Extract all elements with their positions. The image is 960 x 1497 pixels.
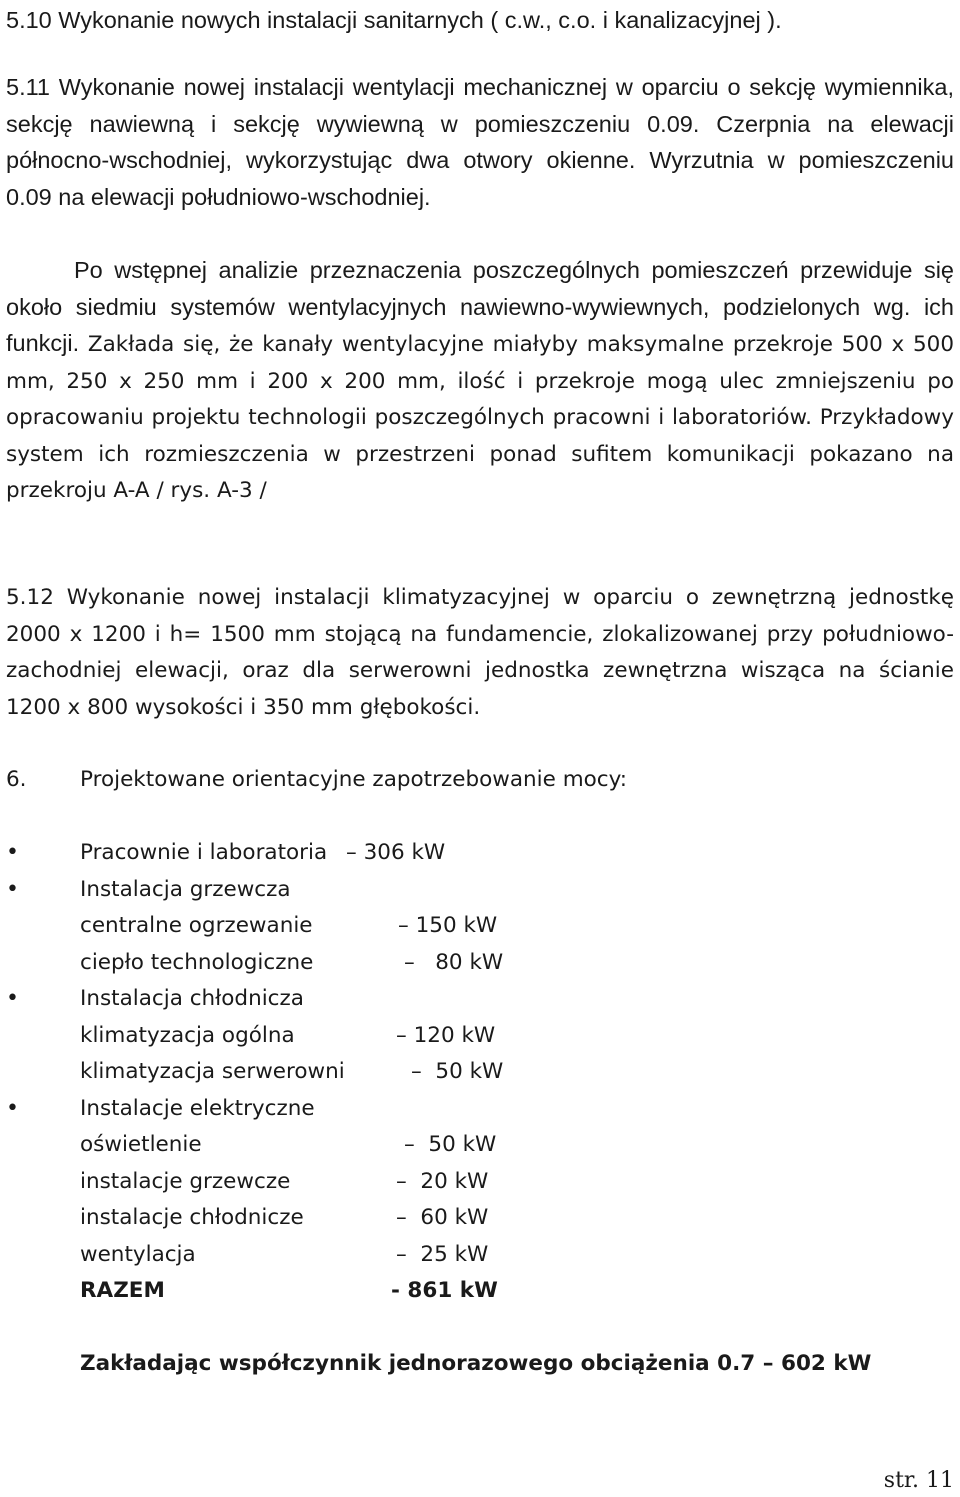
section-5-12: 5.12 Wykonanie nowej instalacji klimatyzacyjnej w oparciu o zewnętrzną jednostkę 2000 x 1200 i h= 1500 mm stojącą na fundamencie, zlokalizowanej przy południowo-zachodniej elewacji, oraz dla serwerowni jednostka zewnętrzna wisząca na ścianie 1200 x 800 wysokości i 350 mm głębokości.	[6, 585, 954, 720]
power-item-label: instalacje chłodnicze	[80, 1205, 304, 1230]
power-item-value: – 50 kW	[404, 1132, 497, 1157]
power-item-value: – 80 kW	[404, 949, 504, 975]
power-list-item	[6, 872, 954, 909]
power-list-item	[6, 1273, 954, 1310]
power-item-label: oświetlenie	[80, 1132, 202, 1157]
section-5-11-para2	[6, 252, 954, 510]
section-5-10: 5.10 Wykonanie nowych instalacji sanitarnych ( c.w., c.o. i kanalizacyjnej ).	[6, 7, 782, 33]
power-item-label: ciepło technologiczne	[80, 949, 314, 975]
power-list-item	[6, 1237, 954, 1274]
power-item-value: – 60 kW	[396, 1205, 489, 1230]
power-item-value: – 150 kW	[398, 913, 498, 938]
power-item-value: – 120 kW	[396, 1022, 496, 1048]
power-list-item	[6, 835, 954, 872]
power-item-value: - 861 kW	[391, 1278, 498, 1303]
power-item-label: klimatyzacja ogólna	[80, 1022, 295, 1048]
power-list-item	[6, 1127, 954, 1164]
power-item-value: – 25 kW	[396, 1241, 489, 1267]
section-6-title: Projektowane orientacyjne zapotrzebowanie mocy:	[80, 767, 628, 792]
bullet-icon: •	[6, 876, 19, 902]
load-factor-summary: Zakładając współczynnik jednorazowego obciążenia 0.7 – 602 kW	[80, 1351, 872, 1376]
power-list-item	[6, 1091, 954, 1128]
power-list-item	[6, 981, 954, 1018]
power-item-label: RAZEM	[80, 1278, 165, 1303]
power-item-label: instalacje grzewcze	[80, 1168, 291, 1194]
bullet-icon: •	[6, 1095, 19, 1121]
power-list-item	[6, 945, 954, 982]
power-item-label: Instalacja chłodnicza	[80, 986, 304, 1011]
power-list-item	[6, 1200, 954, 1237]
power-list-item	[6, 1018, 954, 1055]
power-item-label: wentylacja	[80, 1241, 196, 1267]
power-list-item	[6, 908, 954, 945]
power-item-label: centralne ogrzewanie	[80, 913, 313, 938]
section-5-11-para1: 5.11 Wykonanie nowej instalacji wentylacji mechanicznej w oparciu o sekcję wymiennika, sekcję nawiewną i sekcję wywiewną w pomieszczeniu 0.09. Czerpnia na elewacji północno-wschodniej, wykorzystując dwa otwory okienne. Wyrzutnia w pomieszczeniu 0.09 na elewacji południowo-wschodniej.	[6, 74, 954, 210]
power-item-value: – 20 kW	[396, 1168, 489, 1194]
bullet-icon: •	[6, 840, 19, 865]
section-5-11-para2-arial: Po wstępnej analizie przeznaczenia poszczególnych pomieszczeń przewiduje się około siedmiu systemów wentylacyjnych nawiewno-wywiewnych, podzielonych wg. ich funkcji.	[6, 257, 954, 356]
power-item-label: Instalacje elektryczne	[80, 1095, 315, 1121]
power-item-label: Instalacja grzewcza	[80, 876, 291, 902]
power-item-label: Pracownie i laboratoria	[80, 840, 328, 865]
bullet-icon: •	[6, 986, 19, 1011]
power-list-item	[6, 1164, 954, 1201]
page-number: str. 11	[883, 1468, 954, 1493]
power-item-value: – 50 kW	[411, 1059, 504, 1084]
power-item-value: – 306 kW	[346, 840, 446, 865]
section-5-11-para2-calibri: Zakłada się, że kanały wentylacyjne miałyby maksymalne przekroje 500 x 500 mm, 250 x 250 mm i 200 x 200 mm, ilość i przekroje mogą ulec zmniejszeniu po opracowaniu projektu technologii poszczególnych pracowni i laboratoriów. Przykładowy system ich rozmieszczenia w przestrzeni ponad sufitem komunikacji pokazano na przekroju A-A / rys. A-3 /	[6, 332, 954, 503]
power-list-item	[6, 1054, 954, 1091]
power-list	[6, 835, 954, 1310]
power-item-label: klimatyzacja serwerowni	[80, 1059, 345, 1084]
section-6-number: 6.	[6, 767, 27, 792]
